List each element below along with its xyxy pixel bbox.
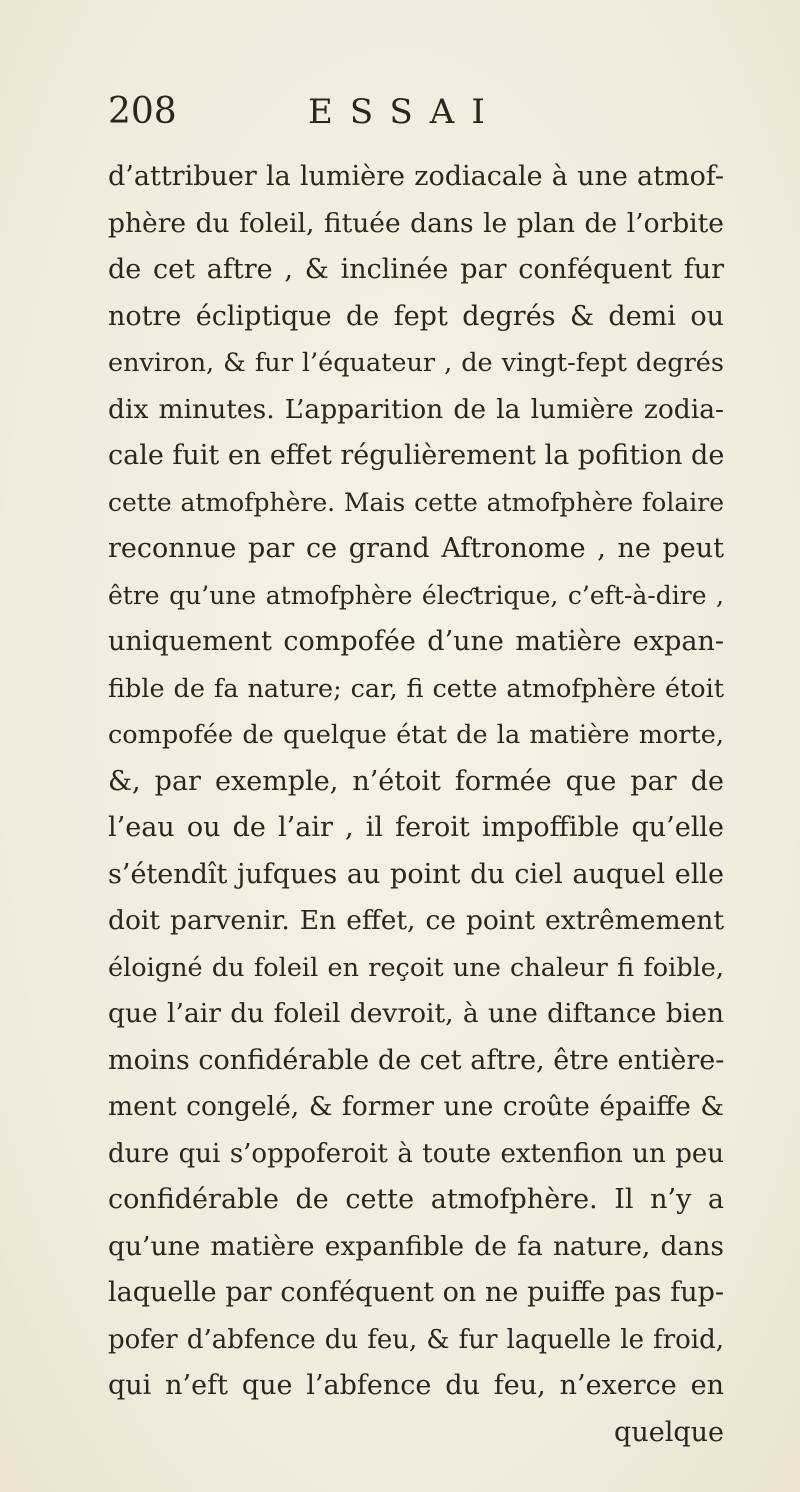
text-line: notre écliptique de fept degrés & demi ou bbox=[108, 300, 724, 332]
text-line: dure qui s’oppoferoit à toute extenfion un peu bbox=[108, 1138, 724, 1169]
text-line: reconnue par ce grand Aftronome , ne peut bbox=[108, 533, 724, 564]
page-number: 208 bbox=[108, 91, 177, 132]
text-line: qui n’eft que l’abfence du feu, n’exerce en bbox=[108, 1370, 724, 1401]
text-line: s’étendît jufques au point du ciel auquel elle bbox=[108, 858, 724, 890]
text-line: doit parvenir. En effet, ce point extrêmement bbox=[108, 905, 724, 936]
text-line: être qu’une atmofphère éleƈtrique, c’eft-à-dire , bbox=[108, 580, 724, 610]
text-line: &, par exemple, n’étoit formée que par de bbox=[108, 765, 724, 797]
text-line: d’attribuer la lumière zodiacale à une atmof- bbox=[108, 161, 724, 192]
text-line: cale fuit en effet régulièrement la pofition de bbox=[108, 440, 725, 471]
text-line: ment congelé, & former une croûte épaiffe & bbox=[108, 1091, 724, 1122]
text-line: cette atmofphère. Mais cette atmofphère folaire bbox=[108, 487, 724, 517]
text-line: environ, & fur l’équateur , de vingt-fept degrés bbox=[108, 348, 724, 378]
running-head: ESSAI bbox=[308, 92, 502, 132]
text-line: moins confidérable de cet aftre, être entière- bbox=[108, 1044, 725, 1076]
text-line: compofée de quelque état de la matière morte, bbox=[108, 720, 724, 750]
text-line: uniquement compofée d’une matière expan- bbox=[108, 626, 724, 657]
text-line: dix minutes. L’apparition de la lumière zodia- bbox=[108, 393, 724, 425]
text-line: fible de fa nature; car, fi cette atmofphère étoit bbox=[108, 673, 724, 704]
text-line: phère du foleil, fituée dans le plan de l’orbite bbox=[108, 207, 724, 239]
body-text bbox=[108, 154, 724, 1456]
text-line: pofer d’abfence du feu, & fur laquelle le froid, bbox=[108, 1324, 724, 1355]
text-line: que l’air du foleil devroit, à une diftance bien bbox=[108, 998, 724, 1029]
catchword: quelque bbox=[614, 1416, 724, 1448]
page-header bbox=[108, 90, 728, 140]
text-line: de cet aftre , & inclinée par conféquent fur bbox=[108, 254, 724, 285]
text-line: confidérable de cette atmofphère. Il n’y a bbox=[108, 1184, 724, 1215]
text-line: l’eau ou de l’air , il feroit impoffible qu’elle bbox=[108, 812, 724, 843]
text-line: éloigné du foleil en reçoit une chaleur fi foible, bbox=[108, 952, 724, 983]
text-line: qu’une matière expanfible de fa nature, dans bbox=[108, 1230, 724, 1262]
text-line: laquelle par conféquent on ne puiffe pas fup- bbox=[108, 1277, 724, 1308]
